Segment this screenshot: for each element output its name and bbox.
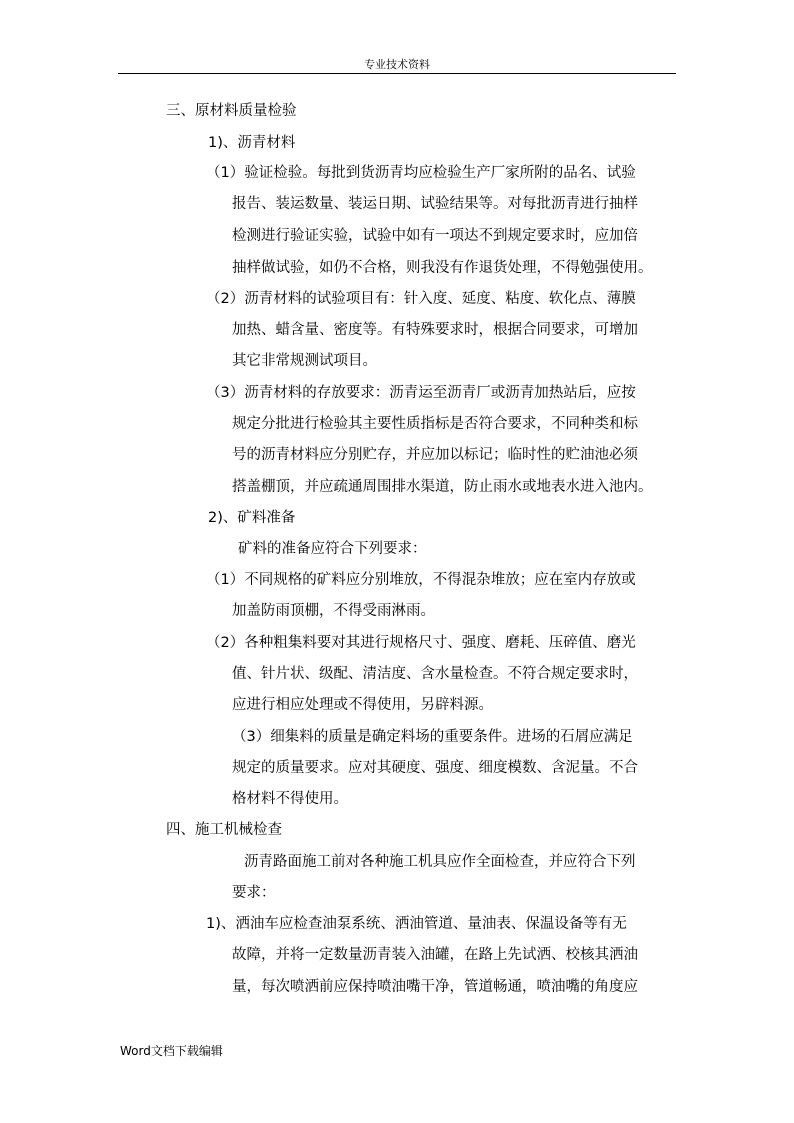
paragraph-line: 搭盖棚顶，并应疏通周围排水渠道，防止雨水或地表水进入池内。 [232, 479, 653, 495]
paragraph-line: （1）不同规格的矿料应分别堆放，不得混杂堆放；应在室内存放或 [206, 572, 636, 588]
page-footer: Word文档下载编辑 [120, 1044, 223, 1058]
paragraph-line: 加热、蜡含量、密度等。有特殊要求时，根据合同要求，可增加 [232, 322, 638, 338]
paragraph-line: 检测进行验证实验，试验中如有一项达不到规定要求时，应加倍 [232, 228, 638, 244]
subsection-heading: 1)、沥青材料 [208, 135, 296, 151]
paragraph-line: 要求： [232, 885, 276, 901]
paragraph-line: 其它非常规测试项目。 [232, 353, 377, 369]
paragraph-line: 加盖防雨顶棚，不得受雨淋雨。 [232, 603, 435, 619]
paragraph-line: 值、针片状、级配、清洁度、含水量检查。不符合规定要求时， [232, 666, 638, 682]
section-heading: 四、施工机械检查 [166, 822, 282, 838]
paragraph-line: 量，每次喷洒前应保持喷油嘴干净，管道畅通，喷油嘴的角度应 [232, 979, 638, 995]
header-divider [118, 73, 676, 74]
paragraph-line: 号的沥青材料应分别贮存，并应加以标记；临时性的贮油池必须 [232, 447, 638, 463]
paragraph-line: 抽样做试验，如仍不合格，则我没有作退货处理，不得勉强使用。 [232, 260, 653, 276]
paragraph-line: （2）各种粗集料要对其进行规格尺寸、强度、磨耗、压碎值、磨光 [206, 635, 636, 651]
paragraph-line: 故障，并将一定数量沥青装入油罐，在路上先试洒、校核其洒油 [232, 947, 638, 963]
section-heading: 三、原材料质量检验 [166, 103, 297, 119]
paragraph-line: 规定的质量要求。应对其硬度、强度、细度模数、含泥量。不合 [232, 760, 638, 776]
paragraph-line: 报告、装运数量、装运日期、试验结果等。对每批沥青进行抽样 [232, 196, 638, 212]
paragraph-line: （3）细集料的质量是确定料场的重要条件。进场的石屑应满足 [232, 729, 633, 745]
paragraph-line: 矿料的准备应符合下列要求： [238, 541, 427, 557]
subsection-heading: 2)、矿料准备 [208, 510, 296, 526]
paragraph-line: （1）验证检验。每批到货沥青均应检验生产厂家所附的品名、试验 [206, 165, 636, 181]
page-header: 专业技术资料 [364, 58, 430, 71]
paragraph-line: 应进行相应处理或不得使用，另辟料源。 [232, 697, 493, 713]
paragraph-line: （2）沥青材料的试验项目有：针入度、延度、粘度、软化点、薄膜 [206, 291, 636, 307]
paragraph-line: 1)、洒油车应检查油泵系统、洒油管道、量油表、保温设备等有无 [206, 916, 627, 932]
paragraph-line: 沥青路面施工前对各种施工机具应作全面检查，并应符合下列 [244, 854, 636, 870]
paragraph-line: 格材料不得使用。 [232, 791, 348, 807]
paragraph-line: （3）沥青材料的存放要求：沥青运至沥青厂或沥青加热站后，应按 [206, 385, 636, 401]
paragraph-line: 规定分批进行检验其主要性质指标是否符合要求，不同种类和标 [232, 416, 638, 432]
